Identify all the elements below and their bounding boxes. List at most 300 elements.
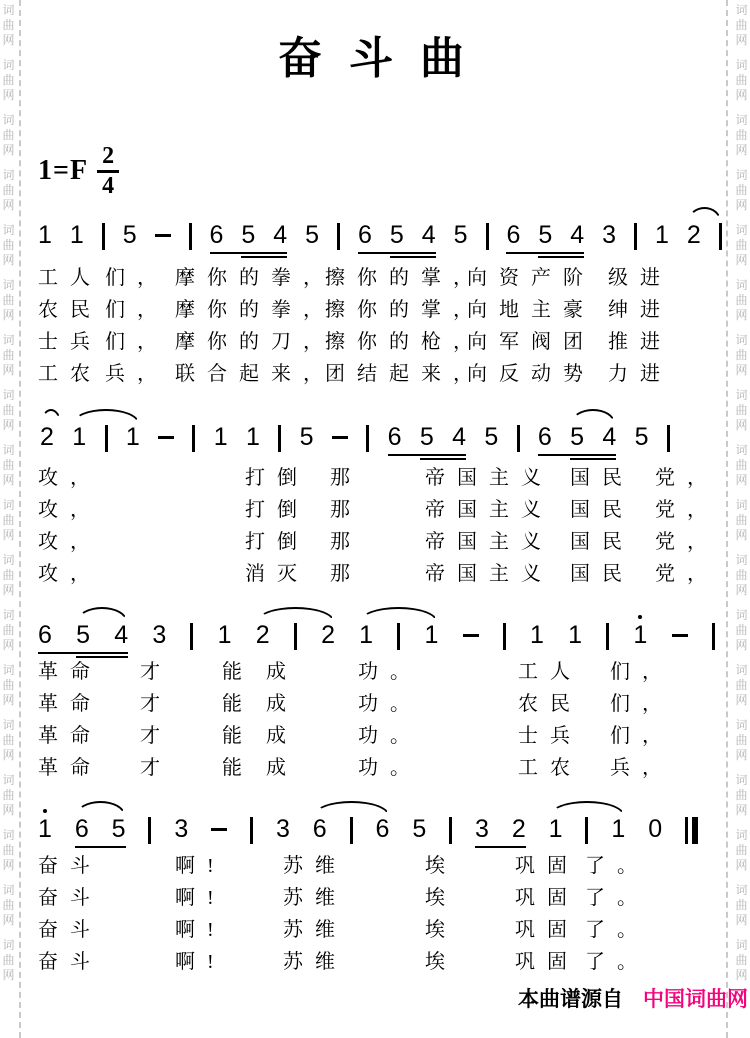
barline <box>503 623 506 650</box>
lyric-segment: 兵， <box>610 757 674 779</box>
lyric-segment: 工农 <box>38 363 102 385</box>
note-digit: 3 <box>275 815 290 843</box>
watermark-group <box>735 224 748 266</box>
lyric-segment: 巩固 <box>515 951 579 973</box>
beam-underline <box>388 454 466 456</box>
watermark-char: 曲 <box>735 348 748 362</box>
watermark-char: 网 <box>2 858 15 872</box>
lyric-line-4-4 <box>0 950 750 976</box>
watermark-char: 网 <box>735 528 748 542</box>
note-digit: 4 <box>273 221 288 249</box>
barline <box>189 223 192 250</box>
song-title: 奋 斗 曲 <box>278 34 472 83</box>
watermark-char: 词 <box>2 223 15 237</box>
watermark-char: 曲 <box>2 623 15 637</box>
lyric-segment: 巩固 <box>515 919 579 941</box>
lyric-segment: 革命 <box>38 757 102 779</box>
lyric-segment: 啊! <box>175 951 226 973</box>
watermark-group <box>2 114 15 156</box>
lyric-segment: 打倒 <box>245 531 309 553</box>
lyric-segment: 能 <box>222 725 254 747</box>
lyric-segment: 那 <box>330 467 362 489</box>
lyric-segment: 革命 <box>38 661 102 683</box>
barline <box>634 223 637 250</box>
barline <box>712 623 715 650</box>
barline <box>148 817 151 844</box>
watermark-char: 词 <box>735 388 748 402</box>
lyric-segment: 能 <box>222 693 254 715</box>
note-digit: 4 <box>602 423 617 451</box>
note-digit: 0 <box>648 815 663 843</box>
lyric-segment: 功。 <box>358 693 422 715</box>
watermark-char: 词 <box>2 663 15 677</box>
watermark-char: 曲 <box>2 128 15 142</box>
note-digit: 2 <box>255 621 270 649</box>
watermark-char: 网 <box>735 693 748 707</box>
lyric-segment: 那 <box>330 499 362 521</box>
watermark-char: 网 <box>735 363 748 377</box>
lyric-segment: 埃 <box>425 919 457 941</box>
watermark-char: 网 <box>735 198 748 212</box>
note-digit: 4 <box>570 221 585 249</box>
watermark-char: 网 <box>735 968 748 982</box>
watermark-char: 曲 <box>2 238 15 252</box>
duration-dash <box>211 828 227 831</box>
watermark-char: 曲 <box>735 238 748 252</box>
watermark-char: 词 <box>735 883 748 897</box>
note-digit: 5 <box>419 423 434 451</box>
lyric-segment: 了。 <box>585 951 649 973</box>
lyric-line-4-2 <box>0 883 750 912</box>
lyric-segment: 党， <box>655 531 719 553</box>
lyric-segment: 力进 <box>608 363 672 385</box>
watermark-char: 曲 <box>2 183 15 197</box>
source-attribution <box>518 983 748 1013</box>
beam-underline <box>475 846 526 848</box>
lyric-segment: 擦你的掌， <box>325 267 485 289</box>
watermark-char: 词 <box>2 168 15 182</box>
beam-underline <box>538 256 584 258</box>
note-digit: 1 <box>654 221 669 249</box>
watermark-char: 词 <box>735 58 748 72</box>
lyric-segment: 级进 <box>608 267 672 289</box>
lyric-segment: 苏维 <box>283 855 347 877</box>
meter-fraction <box>97 144 119 198</box>
lyric-line-1-1 <box>0 266 750 292</box>
barline <box>517 425 520 452</box>
notation-line-2 <box>40 424 670 464</box>
watermark-char: 词 <box>2 58 15 72</box>
watermark-char: 曲 <box>2 403 15 417</box>
lyric-segment: 党， <box>655 467 719 489</box>
watermark-char: 曲 <box>2 73 15 87</box>
lyric-segment: 农民 <box>38 299 102 321</box>
watermark-char: 词 <box>2 553 15 567</box>
watermark-char: 网 <box>735 88 748 102</box>
final-bar-thin <box>685 817 688 844</box>
barline <box>667 425 670 452</box>
lyric-segment: 国民 <box>570 563 634 585</box>
note-digit: 1 <box>424 621 439 649</box>
watermark-char: 曲 <box>735 898 748 912</box>
watermark-char: 网 <box>2 363 15 377</box>
slur-arc <box>314 801 389 815</box>
lyric-segment: 们， <box>610 661 674 683</box>
octave-dot <box>638 615 642 619</box>
duration-dash <box>672 634 688 637</box>
note-digit: 5 <box>484 423 499 451</box>
barline <box>397 623 400 650</box>
note-digit: 1 <box>125 423 140 451</box>
lyric-segment: 工农 <box>518 757 582 779</box>
slur-arc <box>571 409 615 423</box>
barline <box>449 817 452 844</box>
lyric-segment: 打倒 <box>245 499 309 521</box>
lyric-segment: 向资产阶 <box>467 267 595 289</box>
note-digit: 1 <box>611 815 626 843</box>
lyric-segment: 功。 <box>358 661 422 683</box>
watermark-char: 词 <box>735 718 748 732</box>
duration-dash <box>158 436 174 439</box>
watermark-char: 词 <box>2 278 15 292</box>
watermark-char: 词 <box>735 938 748 952</box>
watermark-char: 曲 <box>2 293 15 307</box>
watermark-char: 词 <box>735 663 748 677</box>
lyric-segment: 苏维 <box>283 919 347 941</box>
barline <box>105 425 108 452</box>
lyric-segment: 国民 <box>570 531 634 553</box>
lyric-segment: 国民 <box>570 467 634 489</box>
watermark-char: 曲 <box>2 953 15 967</box>
lyric-segment: 攻， <box>38 467 102 489</box>
lyric-segment: 埃 <box>425 855 457 877</box>
watermark-char: 网 <box>2 418 15 432</box>
watermark-char: 曲 <box>735 733 748 747</box>
lyric-segment: 向军阀团 <box>467 331 595 353</box>
lyric-segment: 打倒 <box>245 467 309 489</box>
watermark-char: 词 <box>2 3 15 17</box>
lyric-line-4-1 <box>0 854 750 880</box>
meter-numerator: 2 <box>97 144 119 173</box>
lyric-segment: 苏维 <box>283 951 347 973</box>
lyric-segment: 啊! <box>175 887 226 909</box>
lyric-segment: 们， <box>610 693 674 715</box>
final-bar-thick <box>692 817 698 844</box>
slur-arc <box>360 607 437 621</box>
key-signature <box>38 144 119 198</box>
watermark-char: 网 <box>735 913 748 927</box>
watermark-char: 词 <box>2 718 15 732</box>
watermark-char: 曲 <box>2 513 15 527</box>
lyric-segment: 那 <box>330 563 362 585</box>
note-digit: 6 <box>387 423 402 451</box>
watermark-char: 曲 <box>735 513 748 527</box>
watermark-group <box>735 389 748 431</box>
note-digit: 1 <box>246 423 260 451</box>
slur-arc <box>257 607 334 621</box>
watermark-char: 网 <box>735 418 748 432</box>
watermark-group <box>2 389 15 431</box>
watermark-char: 网 <box>2 198 15 212</box>
watermark-char: 词 <box>735 498 748 512</box>
watermark-char: 曲 <box>735 953 748 967</box>
watermark-char: 词 <box>2 388 15 402</box>
note-digit: 5 <box>299 423 314 451</box>
watermark-char: 网 <box>735 33 748 47</box>
note-digit: 6 <box>506 221 521 249</box>
beam-underline <box>390 256 436 258</box>
beam-underline <box>570 458 616 460</box>
lyric-segment: 才 <box>140 693 172 715</box>
lyric-line-4-3 <box>0 918 750 944</box>
lyric-segment: 帝国主义 <box>425 499 553 521</box>
watermark-char: 词 <box>735 608 748 622</box>
note-digit: 5 <box>241 221 256 249</box>
source-prefix: 本曲谱源自 <box>518 988 623 1011</box>
watermark-char: 词 <box>735 443 748 457</box>
note-digit: 2 <box>321 621 335 649</box>
duration-dash <box>332 436 348 439</box>
watermark-char: 网 <box>2 638 15 652</box>
lyric-segment: 摩你的拳， <box>175 299 335 321</box>
watermark-char: 词 <box>735 333 748 347</box>
note-digit: 4 <box>421 221 436 249</box>
note-digit: 6 <box>209 221 224 249</box>
note-digit: 1 <box>38 816 52 843</box>
watermark-char: 曲 <box>735 458 748 472</box>
lyric-line-1-4 <box>0 362 750 388</box>
barline <box>102 223 105 250</box>
watermark-char: 网 <box>2 693 15 707</box>
watermark-char: 词 <box>2 498 15 512</box>
note-digit: 2 <box>40 423 54 451</box>
watermark-char: 词 <box>735 168 748 182</box>
watermark-char: 词 <box>2 113 15 127</box>
watermark-group <box>735 609 748 651</box>
lyric-segment: 苏维 <box>283 887 347 909</box>
note-digit: 5 <box>389 221 404 249</box>
lyric-segment: 革命 <box>38 725 102 747</box>
barline <box>250 817 253 844</box>
watermark-char: 网 <box>735 583 748 597</box>
note-digit: 1 <box>359 621 374 649</box>
watermark-char: 词 <box>2 828 15 842</box>
watermark-char: 词 <box>2 773 15 787</box>
watermark-char: 网 <box>735 143 748 157</box>
lyric-segment: 士兵 <box>38 331 102 353</box>
notation-line-1 <box>38 222 722 262</box>
lyric-segment: 攻， <box>38 563 102 585</box>
lyric-segment: 成 <box>266 757 298 779</box>
lyric-segment: 功。 <box>358 725 422 747</box>
lyric-line-2-1 <box>0 466 750 492</box>
note-digit: 6 <box>358 221 372 249</box>
watermark-char: 词 <box>2 608 15 622</box>
barline <box>337 223 340 250</box>
note-digit: 5 <box>76 621 91 649</box>
watermark-char: 网 <box>2 968 15 982</box>
key-tonic: 1=F <box>38 155 89 186</box>
watermark-group <box>735 114 748 156</box>
watermark-char: 曲 <box>735 293 748 307</box>
watermark-char: 曲 <box>735 843 748 857</box>
note-digit: 4 <box>114 621 129 649</box>
watermark-char: 曲 <box>735 183 748 197</box>
lyric-line-3-4 <box>0 756 750 782</box>
barline <box>719 223 722 250</box>
lyric-segment: 奋斗 <box>38 855 102 877</box>
beam-underline <box>75 846 126 848</box>
lyric-segment: 巩固 <box>515 855 579 877</box>
lyric-segment: 们， <box>105 267 169 289</box>
watermark-group <box>735 169 748 211</box>
lyric-segment: 了。 <box>585 855 649 877</box>
lyric-segment: 们， <box>105 299 169 321</box>
watermark-char: 曲 <box>735 403 748 417</box>
watermark-group <box>2 609 15 651</box>
lyric-segment: 巩固 <box>515 887 579 909</box>
lyric-segment: 兵， <box>105 363 169 385</box>
watermark-char: 网 <box>735 748 748 762</box>
note-digit: 1 <box>217 621 232 649</box>
source-site-link[interactable]: 中国词曲网 <box>643 988 748 1011</box>
note-digit: 6 <box>375 815 390 843</box>
note-digit: 3 <box>152 621 167 649</box>
note-digit: 5 <box>570 423 585 451</box>
note-digit: 2 <box>686 221 701 249</box>
watermark-char: 词 <box>735 223 748 237</box>
octave-dot <box>43 809 47 813</box>
beam-underline <box>38 652 128 654</box>
lyric-segment: 能 <box>222 757 254 779</box>
note-digit: 1 <box>568 621 583 649</box>
notation-line-3 <box>38 622 715 662</box>
watermark-group <box>2 169 15 211</box>
lyric-segment: 帝国主义 <box>425 531 553 553</box>
slur-arc <box>77 607 127 621</box>
meter-denominator: 4 <box>102 173 115 199</box>
watermark-char: 词 <box>2 883 15 897</box>
barline <box>278 425 281 452</box>
lyric-segment: 才 <box>140 725 172 747</box>
beam-underline <box>358 252 436 254</box>
note-digit: 5 <box>305 221 320 249</box>
lyric-segment: 奋斗 <box>38 919 102 941</box>
note-digit: 6 <box>74 815 89 843</box>
note-digit: 5 <box>453 221 468 249</box>
lyric-segment: 革命 <box>38 693 102 715</box>
lyric-segment: 绅进 <box>608 299 672 321</box>
note-digit: 1 <box>213 423 228 451</box>
note-digit: 1 <box>548 815 563 843</box>
lyric-segment: 农民 <box>518 693 582 715</box>
lyric-segment: 奋斗 <box>38 951 102 973</box>
watermark-char: 网 <box>2 583 15 597</box>
watermark-left <box>2 4 15 981</box>
beam-underline <box>210 252 287 254</box>
watermark-char: 曲 <box>2 843 15 857</box>
lyric-segment: 奋斗 <box>38 887 102 909</box>
watermark-char: 曲 <box>2 458 15 472</box>
barline <box>350 817 353 844</box>
barline <box>192 425 195 452</box>
duration-dash <box>155 234 171 237</box>
lyric-line-3-1 <box>0 660 750 686</box>
lyric-segment: 党， <box>655 499 719 521</box>
watermark-char: 词 <box>735 278 748 292</box>
watermark-right <box>735 4 748 981</box>
note-digit: 1 <box>633 622 647 649</box>
watermark-char: 词 <box>735 3 748 17</box>
note-digit: 1 <box>69 221 84 249</box>
lyric-segment: 成 <box>266 725 298 747</box>
lyric-segment: 能 <box>222 661 254 683</box>
watermark-char: 曲 <box>735 788 748 802</box>
watermark-char: 网 <box>735 473 748 487</box>
lyric-line-1-3 <box>0 330 750 356</box>
slur-arc <box>41 409 61 423</box>
watermark-char: 曲 <box>2 348 15 362</box>
note-digit: 5 <box>634 423 649 451</box>
lyric-segment: 功。 <box>358 757 422 779</box>
lyric-segment: 摩你的刀， <box>175 331 335 353</box>
lyric-line-2-4 <box>0 562 750 588</box>
lyric-segment: 了。 <box>585 887 649 909</box>
watermark-char: 曲 <box>2 733 15 747</box>
lyric-line-1-2 <box>0 298 750 324</box>
lyric-segment: 才 <box>140 661 172 683</box>
watermark-char: 网 <box>735 638 748 652</box>
lyric-segment: 工人 <box>38 267 102 289</box>
beam-underline <box>538 454 616 456</box>
watermark-char: 网 <box>2 803 15 817</box>
note-digit: 1 <box>38 221 52 249</box>
watermark-char: 曲 <box>735 623 748 637</box>
watermark-char: 曲 <box>735 73 748 87</box>
lyric-segment: 向地主豪 <box>467 299 595 321</box>
watermark-char: 网 <box>735 803 748 817</box>
watermark-char: 曲 <box>2 18 15 32</box>
barline <box>486 223 489 250</box>
slur-arc <box>76 801 125 815</box>
slur-arc <box>688 207 721 221</box>
lyric-segment: 了。 <box>585 919 649 941</box>
lyric-segment: 向反动势 <box>467 363 595 385</box>
note-digit: 1 <box>530 621 544 649</box>
lyric-segment: 成 <box>266 661 298 683</box>
barline <box>294 623 297 650</box>
note-digit: 5 <box>412 815 427 843</box>
watermark-char: 网 <box>2 748 15 762</box>
lyric-segment: 那 <box>330 531 362 553</box>
watermark-char: 网 <box>735 253 748 267</box>
note-digit: 6 <box>312 815 327 843</box>
lyric-line-2-3 <box>0 530 750 556</box>
lyric-segment: 擦你的掌， <box>325 299 485 321</box>
barline <box>606 623 609 650</box>
final-barline <box>685 817 698 844</box>
lyric-line-3-3 <box>0 724 750 750</box>
beam-underline <box>420 458 466 460</box>
notation-line-4 <box>38 816 698 856</box>
watermark-char: 词 <box>2 443 15 457</box>
watermark-char: 词 <box>735 828 748 842</box>
watermark-char: 词 <box>2 938 15 952</box>
note-digit: 3 <box>475 815 489 843</box>
note-digit: 2 <box>511 815 526 843</box>
note-digit: 4 <box>452 423 466 451</box>
note-digit: 3 <box>174 815 189 843</box>
